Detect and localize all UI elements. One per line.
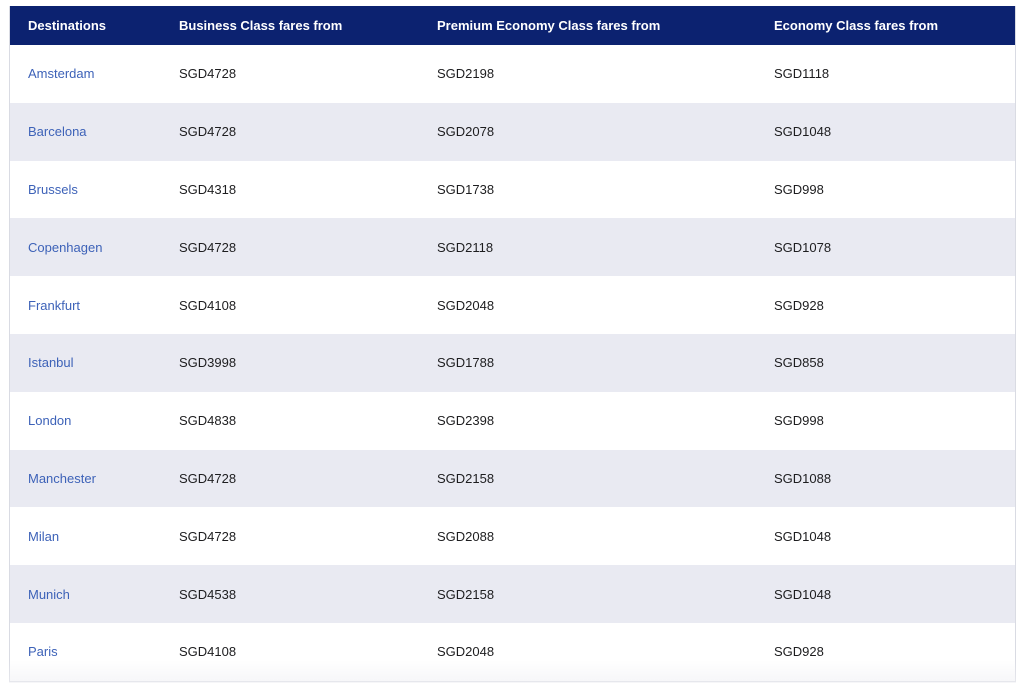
destination-link[interactable]: Amsterdam [28, 66, 95, 82]
destination-cell [10, 218, 179, 276]
destination-cell [10, 565, 179, 623]
business-fare: SGD4838 [179, 413, 237, 429]
premium-economy-fare: SGD2088 [437, 528, 495, 544]
business-fare: SGD4108 [179, 644, 237, 660]
destination-link[interactable]: Milan [28, 528, 60, 544]
business-fare: SGD4728 [179, 66, 237, 82]
destination-cell [10, 45, 179, 103]
header-economy-class: Economy Class fares from [774, 18, 939, 33]
business-fare: SGD4728 [179, 528, 237, 544]
destination-link[interactable]: Brussels [28, 181, 78, 197]
premium-economy-fare: SGD2398 [437, 413, 495, 429]
business-fare: SGD4728 [179, 239, 237, 255]
economy-fare: SGD998 [774, 413, 824, 429]
premium-economy-fare: SGD1788 [437, 355, 495, 371]
economy-fare: SGD928 [774, 644, 824, 660]
economy-fare: SGD1048 [774, 124, 832, 140]
economy-fare: SGD928 [774, 297, 824, 313]
destination-link[interactable]: London [28, 413, 72, 429]
premium-economy-fare: SGD2198 [437, 66, 495, 82]
economy-fare: SGD1118 [774, 66, 830, 82]
table-row [10, 45, 1015, 103]
economy-fare: SGD998 [774, 181, 824, 197]
destination-cell [10, 161, 179, 219]
header-business-class: Business Class fares from [179, 18, 343, 33]
table-row [10, 334, 1015, 392]
economy-fare: SGD1088 [774, 470, 832, 486]
table-row [10, 507, 1015, 565]
table-row [10, 450, 1015, 508]
destination-cell [10, 392, 179, 450]
premium-economy-fare: SGD2158 [437, 470, 495, 486]
business-fare: SGD4728 [179, 124, 237, 140]
table-row [10, 565, 1015, 623]
header-premium-economy-class: Premium Economy Class fares from [437, 18, 661, 33]
premium-economy-fare: SGD1738 [437, 181, 495, 197]
destination-link[interactable]: Munich [28, 586, 70, 602]
premium-economy-fare: SGD2078 [437, 124, 495, 140]
fares-table [10, 6, 1015, 681]
business-fare: SGD4318 [179, 181, 237, 197]
destination-link[interactable]: Frankfurt [28, 297, 81, 313]
table-row [10, 276, 1015, 334]
business-fare: SGD4538 [179, 586, 237, 602]
premium-economy-fare: SGD2118 [437, 239, 494, 255]
business-fare: SGD4728 [179, 470, 237, 486]
business-fare: SGD4108 [179, 297, 237, 313]
destination-cell [10, 623, 179, 681]
destination-cell [10, 103, 179, 161]
table-row [10, 392, 1015, 450]
economy-fare: SGD1048 [774, 528, 832, 544]
destination-cell [10, 450, 179, 508]
premium-economy-fare: SGD2048 [437, 644, 495, 660]
destination-cell [10, 507, 179, 565]
economy-fare: SGD1078 [774, 239, 832, 255]
premium-economy-fare: SGD2048 [437, 297, 495, 313]
header-destinations: Destinations [28, 18, 107, 33]
destination-link[interactable]: Manchester [28, 470, 96, 486]
destination-link[interactable]: Copenhagen [28, 239, 103, 255]
destination-link[interactable]: Istanbul [28, 355, 74, 371]
table-row [10, 218, 1015, 276]
economy-fare: SGD1048 [774, 586, 832, 602]
destination-cell [10, 334, 179, 392]
destination-link[interactable]: Barcelona [28, 124, 87, 140]
header-row [10, 6, 1015, 45]
destination-cell [10, 276, 179, 334]
table-body [10, 45, 1015, 681]
premium-economy-fare: SGD2158 [437, 586, 495, 602]
table-row [10, 623, 1015, 681]
fares-table-container [9, 6, 1016, 682]
table-row [10, 161, 1015, 219]
economy-fare: SGD858 [774, 355, 824, 371]
table-row [10, 103, 1015, 161]
business-fare: SGD3998 [179, 355, 237, 371]
destination-link[interactable]: Paris [28, 644, 58, 660]
table-header [10, 6, 1015, 45]
